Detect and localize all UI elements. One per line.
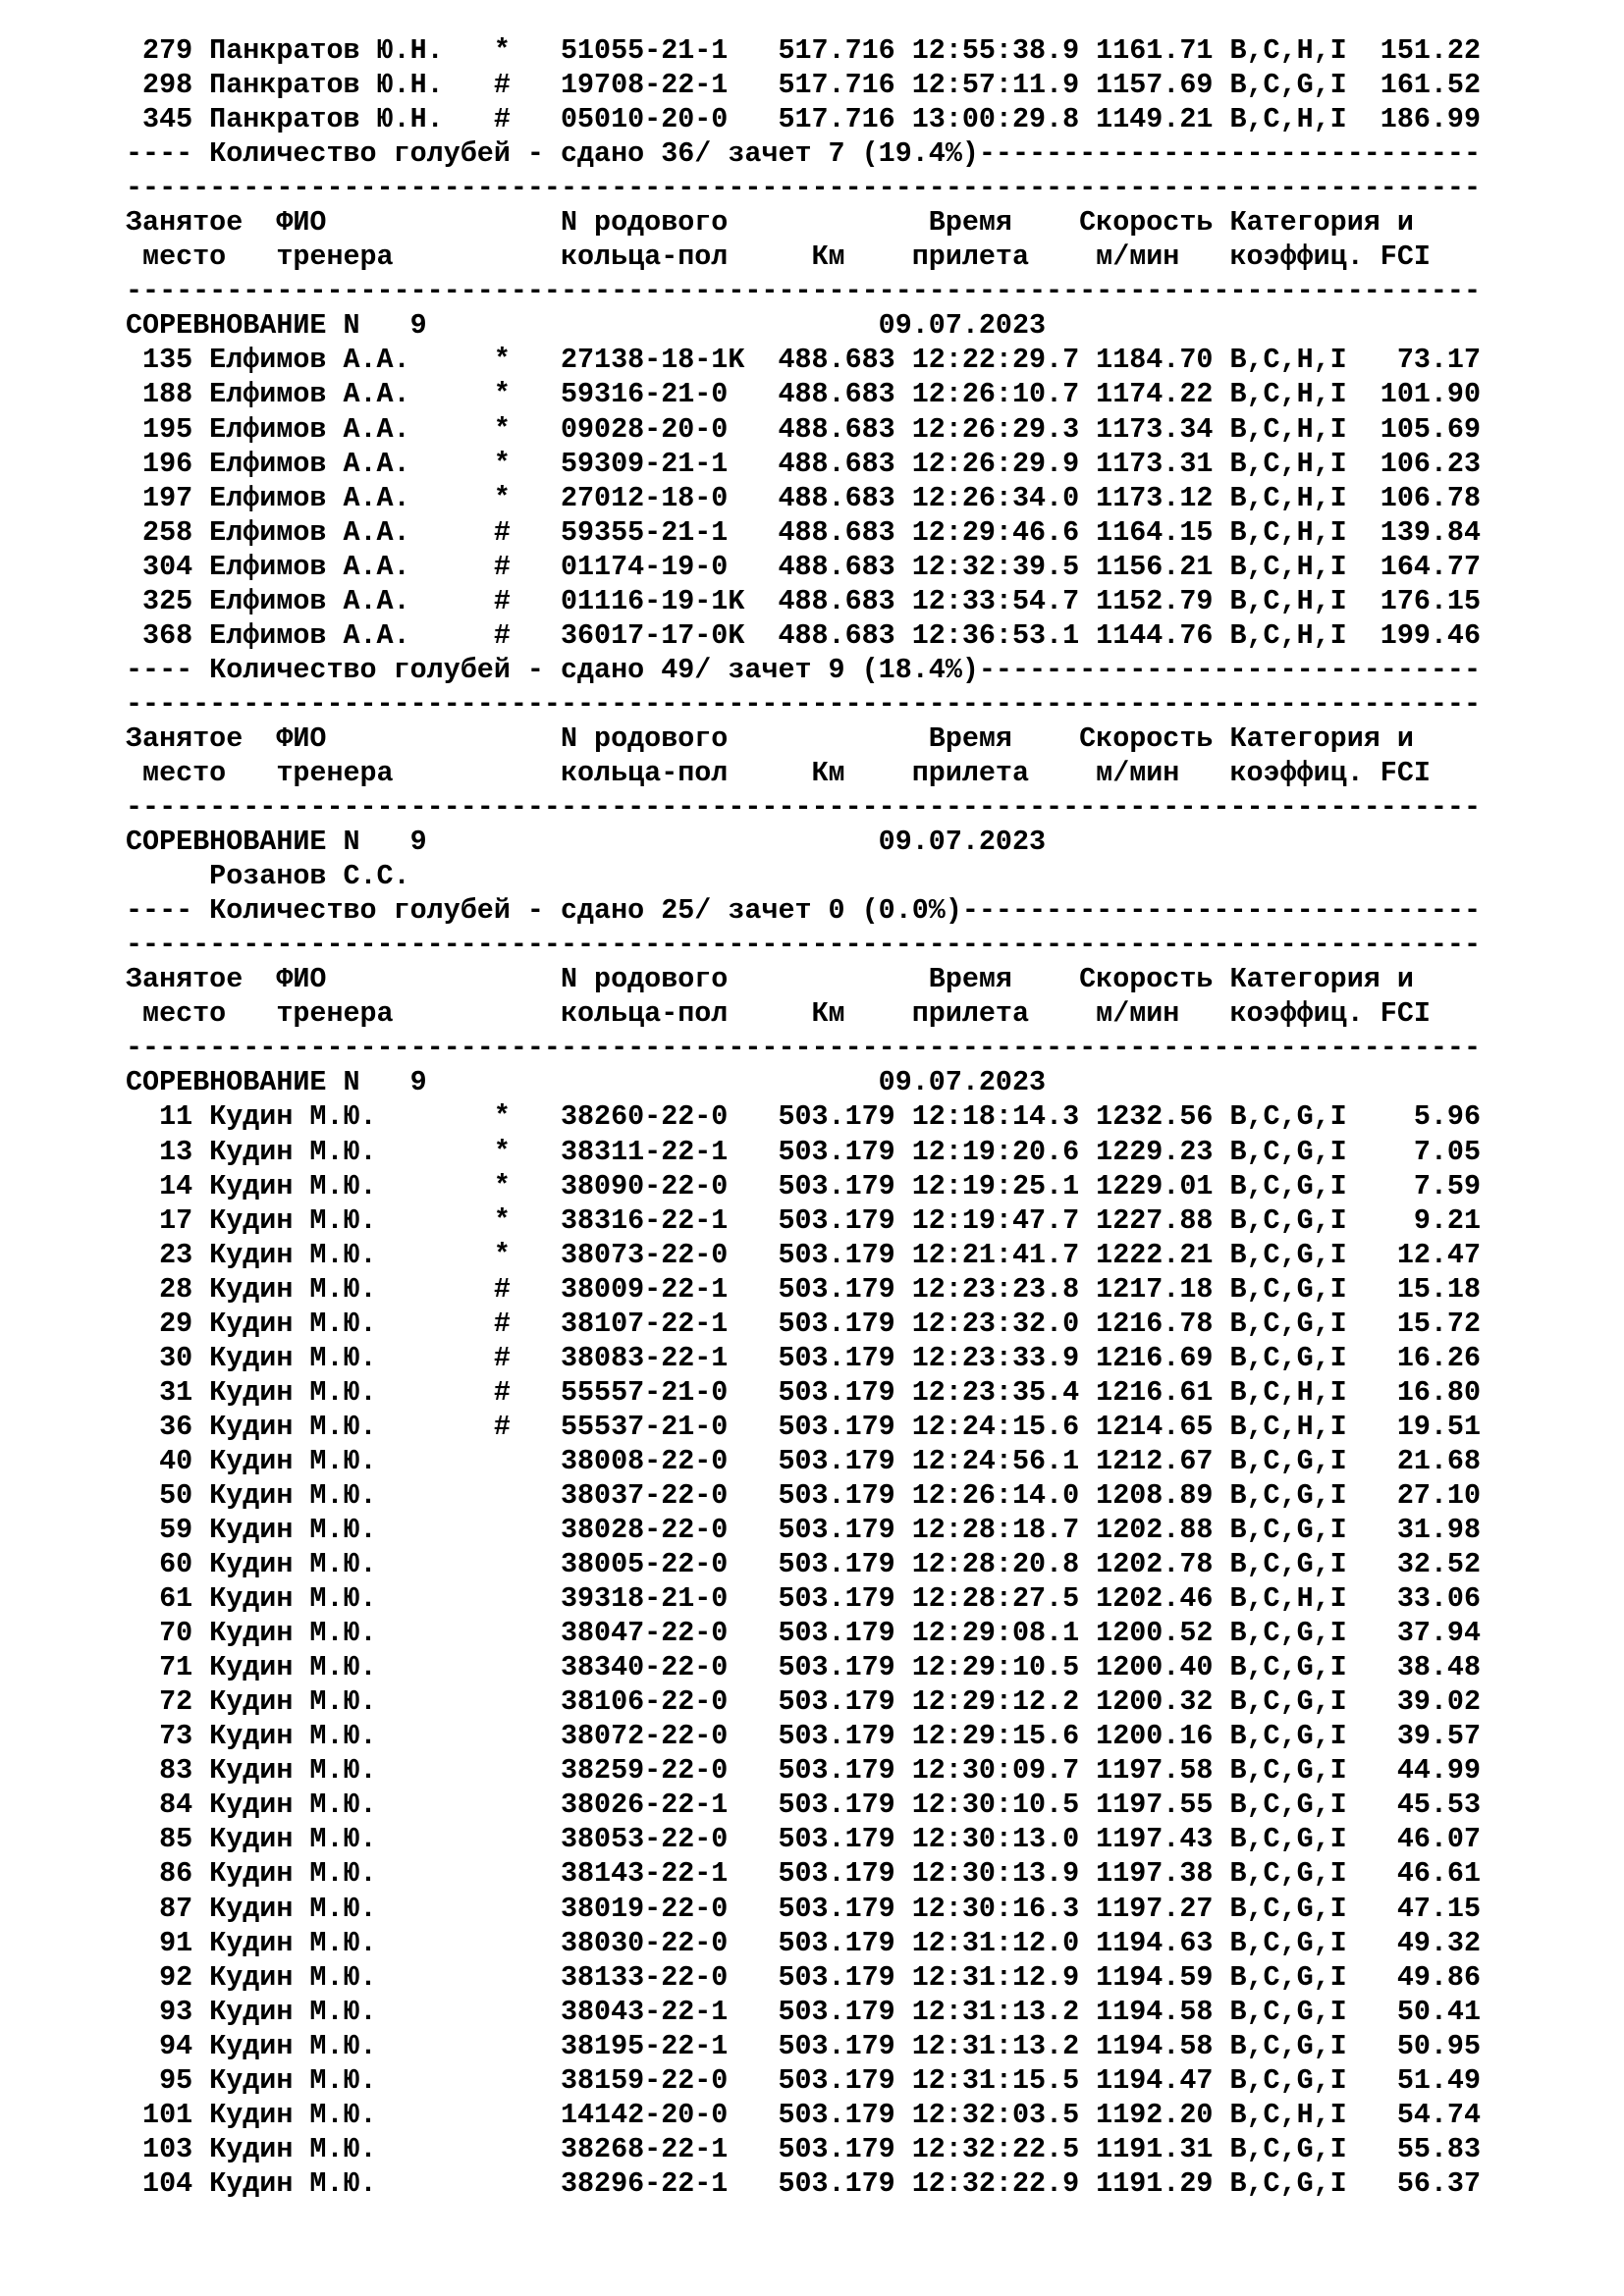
summary-line: ---- Количество голубей - сдано 36/ зачет 7 (19.4%)------------------------------	[126, 137, 1482, 171]
result-row: 29 Кудин М.Ю. # 38107-22-1 503.179 12:23:32.0 1216.78 B,C,G,I 15.72	[126, 1307, 1482, 1340]
result-row: 28 Кудин М.Ю. # 38009-22-1 503.179 12:23:23.8 1217.18 B,C,G,I 15.18	[126, 1272, 1482, 1306]
result-row: 93 Кудин М.Ю. 38043-22-1 503.179 12:31:13.2 1194.58 B,C,G,I 50.41	[126, 1995, 1482, 2028]
separator-line: ---------------------------------------------------------------------------------	[126, 1032, 1482, 1065]
result-row: 72 Кудин М.Ю. 38106-22-0 503.179 12:29:12.2 1200.32 B,C,G,I 39.02	[126, 1685, 1482, 1719]
result-row: 11 Кудин М.Ю. * 38260-22-0 503.179 12:18:14.3 1232.56 B,C,G,I 5.96	[126, 1100, 1482, 1134]
column-header: место тренера кольца-пол Км прилета м/мин коэффиц. FCI	[126, 997, 1431, 1031]
result-row: 94 Кудин М.Ю. 38195-22-1 503.179 12:31:13.2 1194.58 B,C,G,I 50.95	[126, 2029, 1482, 2062]
result-row: 345 Панкратов Ю.Н. # 05010-20-0 517.716 13:00:29.8 1149.21 B,C,H,I 186.99	[126, 103, 1482, 136]
summary-line: ---- Количество голубей - сдано 49/ зачет 9 (18.4%)------------------------------	[126, 653, 1482, 686]
result-row: 86 Кудин М.Ю. 38143-22-1 503.179 12:30:13.9 1197.38 B,C,G,I 46.61	[126, 1857, 1482, 1891]
column-header: Занятое ФИО N родового Время Скорость Категория и	[126, 721, 1414, 755]
results-report	[126, 33, 1598, 2201]
competition-heading: СОРЕВНОВАНИЕ N 9 09.07.2023	[126, 826, 1047, 859]
result-row: 50 Кудин М.Ю. 38037-22-0 503.179 12:26:14.0 1208.89 B,C,G,I 27.10	[126, 1478, 1482, 1512]
result-row: 31 Кудин М.Ю. # 55557-21-0 503.179 12:23:35.4 1216.61 B,C,H,I 16.80	[126, 1375, 1482, 1409]
result-row: 61 Кудин М.Ю. 39318-21-0 503.179 12:28:27.5 1202.46 B,C,H,I 33.06	[126, 1582, 1482, 1616]
separator-line: ---------------------------------------------------------------------------------	[126, 929, 1482, 962]
competition-heading: СОРЕВНОВАНИЕ N 9 09.07.2023	[126, 1066, 1047, 1099]
result-row: 95 Кудин М.Ю. 38159-22-0 503.179 12:31:15.5 1194.47 B,C,G,I 51.49	[126, 2063, 1482, 2097]
result-row: 87 Кудин М.Ю. 38019-22-0 503.179 12:30:16.3 1197.27 B,C,G,I 47.15	[126, 1892, 1482, 1925]
result-row: 135 Елфимов А.А. * 27138-18-1K 488.683 12:22:29.7 1184.70 B,C,H,I 73.17	[126, 344, 1482, 377]
result-row: 304 Елфимов А.А. # 01174-19-0 488.683 12:32:39.5 1156.21 B,C,H,I 164.77	[126, 550, 1482, 583]
result-row: 23 Кудин М.Ю. * 38073-22-0 503.179 12:21:41.7 1222.21 B,C,G,I 12.47	[126, 1238, 1482, 1271]
result-row: 59 Кудин М.Ю. 38028-22-0 503.179 12:28:18.7 1202.88 B,C,G,I 31.98	[126, 1514, 1482, 1547]
result-row: 188 Елфимов А.А. * 59316-21-0 488.683 12:26:10.7 1174.22 B,C,H,I 101.90	[126, 378, 1482, 411]
result-row: 325 Елфимов А.А. # 01116-19-1K 488.683 12:33:54.7 1152.79 B,C,H,I 176.15	[126, 584, 1482, 617]
result-row: 196 Елфимов А.А. * 59309-21-1 488.683 12:26:29.9 1173.31 B,C,H,I 106.23	[126, 447, 1482, 480]
result-row: 92 Кудин М.Ю. 38133-22-0 503.179 12:31:12.9 1194.59 B,C,G,I 49.86	[126, 1960, 1482, 1994]
result-row: 14 Кудин М.Ю. * 38090-22-0 503.179 12:19:25.1 1229.01 B,C,G,I 7.59	[126, 1169, 1482, 1202]
separator-line: ---------------------------------------------------------------------------------	[126, 687, 1482, 721]
result-row: 85 Кудин М.Ю. 38053-22-0 503.179 12:30:13.0 1197.43 B,C,G,I 46.07	[126, 1823, 1482, 1856]
result-row: 368 Елфимов А.А. # 36017-17-0K 488.683 12:36:53.1 1144.76 B,C,H,I 199.46	[126, 618, 1482, 652]
result-row: 70 Кудин М.Ю. 38047-22-0 503.179 12:29:08.1 1200.52 B,C,G,I 37.94	[126, 1617, 1482, 1650]
participant-name: Розанов С.С.	[126, 860, 410, 893]
result-row: 60 Кудин М.Ю. 38005-22-0 503.179 12:28:20.8 1202.78 B,C,G,I 32.52	[126, 1548, 1482, 1581]
result-row: 17 Кудин М.Ю. * 38316-22-1 503.179 12:19:47.7 1227.88 B,C,G,I 9.21	[126, 1203, 1482, 1237]
result-row: 40 Кудин М.Ю. 38008-22-0 503.179 12:24:56.1 1212.67 B,C,G,I 21.68	[126, 1444, 1482, 1477]
separator-line: ---------------------------------------------------------------------------------	[126, 172, 1482, 205]
separator-line: ---------------------------------------------------------------------------------	[126, 275, 1482, 308]
result-row: 103 Кудин М.Ю. 38268-22-1 503.179 12:32:22.5 1191.31 B,C,G,I 55.83	[126, 2132, 1482, 2165]
result-row: 91 Кудин М.Ю. 38030-22-0 503.179 12:31:12.0 1194.63 B,C,G,I 49.32	[126, 1926, 1482, 1959]
column-header: Занятое ФИО N родового Время Скорость Категория и	[126, 206, 1414, 240]
result-row: 73 Кудин М.Ю. 38072-22-0 503.179 12:29:15.6 1200.16 B,C,G,I 39.57	[126, 1720, 1482, 1753]
result-row: 83 Кудин М.Ю. 38259-22-0 503.179 12:30:09.7 1197.58 B,C,G,I 44.99	[126, 1754, 1482, 1788]
result-row: 84 Кудин М.Ю. 38026-22-1 503.179 12:30:10.5 1197.55 B,C,G,I 45.53	[126, 1789, 1482, 1822]
result-row: 195 Елфимов А.А. * 09028-20-0 488.683 12:26:29.3 1173.34 B,C,H,I 105.69	[126, 412, 1482, 446]
column-header: место тренера кольца-пол Км прилета м/мин коэффиц. FCI	[126, 240, 1431, 274]
column-header: место тренера кольца-пол Км прилета м/мин коэффиц. FCI	[126, 756, 1431, 789]
result-row: 36 Кудин М.Ю. # 55537-21-0 503.179 12:24:15.6 1214.65 B,C,H,I 19.51	[126, 1410, 1482, 1443]
result-row: 197 Елфимов А.А. * 27012-18-0 488.683 12:26:34.0 1173.12 B,C,H,I 106.78	[126, 481, 1482, 514]
result-row: 298 Панкратов Ю.Н. # 19708-22-1 517.716 12:57:11.9 1157.69 B,C,G,I 161.52	[126, 69, 1482, 102]
result-row: 258 Елфимов А.А. # 59355-21-1 488.683 12:29:46.6 1164.15 B,C,H,I 139.84	[126, 515, 1482, 549]
result-row: 279 Панкратов Ю.Н. * 51055-21-1 517.716 12:55:38.9 1161.71 B,C,H,I 151.22	[126, 34, 1482, 67]
competition-heading: СОРЕВНОВАНИЕ N 9 09.07.2023	[126, 309, 1047, 343]
result-row: 71 Кудин М.Ю. 38340-22-0 503.179 12:29:10.5 1200.40 B,C,G,I 38.48	[126, 1651, 1482, 1684]
result-row: 13 Кудин М.Ю. * 38311-22-1 503.179 12:19:20.6 1229.23 B,C,G,I 7.05	[126, 1135, 1482, 1168]
result-row: 104 Кудин М.Ю. 38296-22-1 503.179 12:32:22.9 1191.29 B,C,G,I 56.37	[126, 2166, 1482, 2200]
result-row: 30 Кудин М.Ю. # 38083-22-1 503.179 12:23:33.9 1216.69 B,C,G,I 16.26	[126, 1341, 1482, 1374]
separator-line: ---------------------------------------------------------------------------------	[126, 791, 1482, 825]
summary-line: ---- Количество голубей - сдано 25/ зачет 0 (0.0%)-------------------------------	[126, 894, 1482, 928]
result-row: 101 Кудин М.Ю. 14142-20-0 503.179 12:32:03.5 1192.20 B,C,H,I 54.74	[126, 2098, 1482, 2131]
column-header: Занятое ФИО N родового Время Скорость Категория и	[126, 963, 1414, 996]
